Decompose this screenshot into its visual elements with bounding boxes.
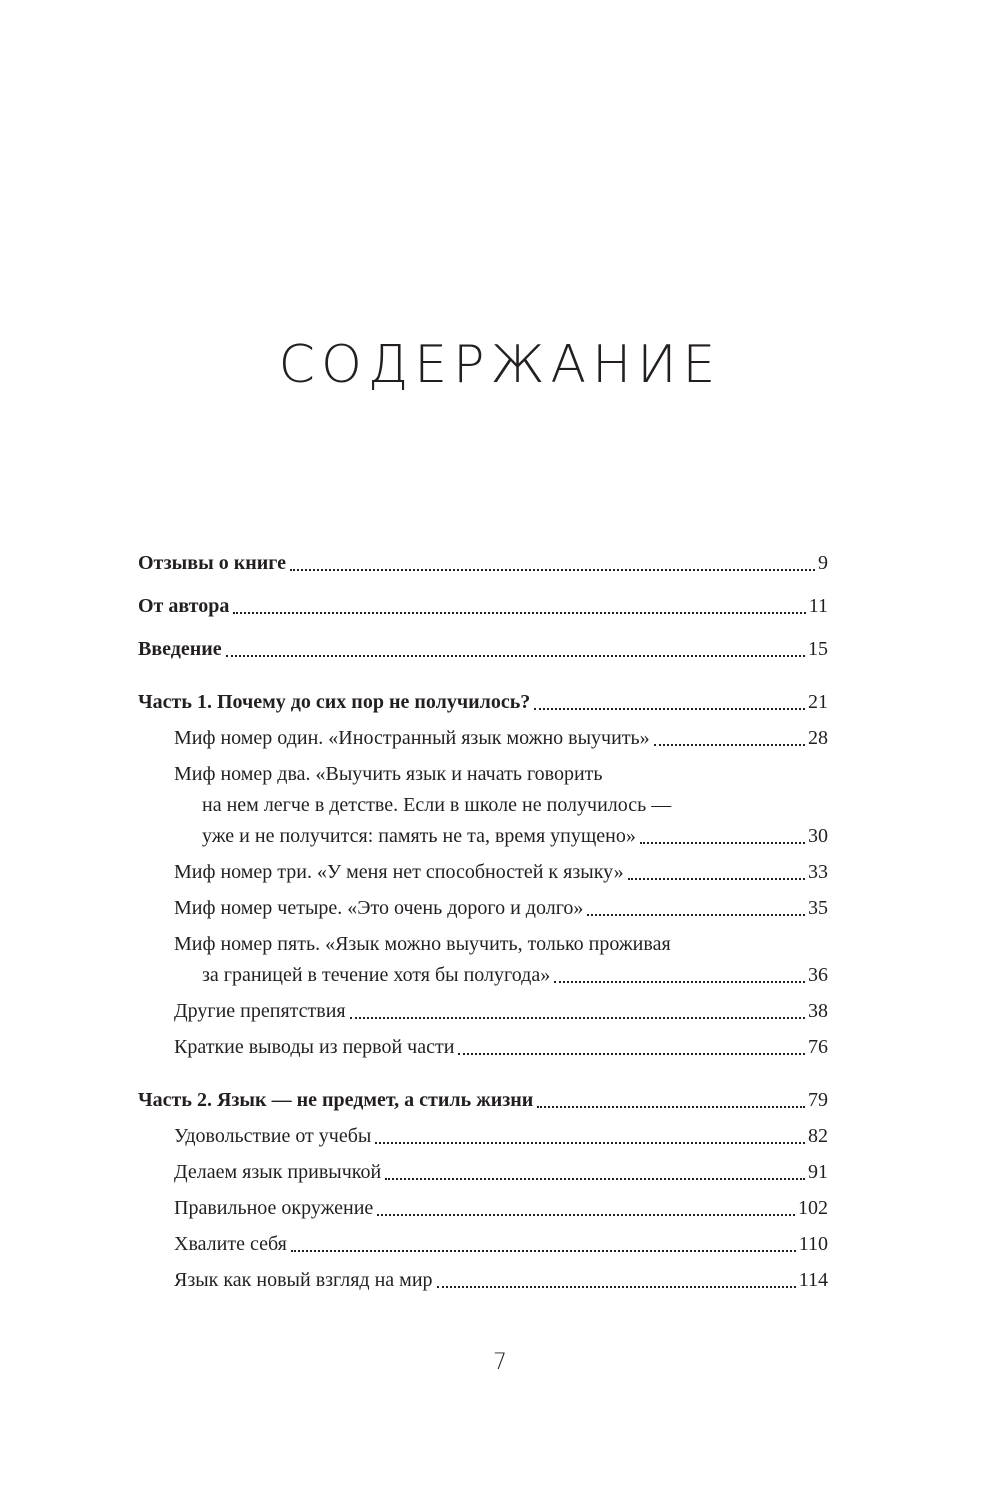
toc-label: Хвалите себя [174, 1233, 287, 1255]
toc-label: Краткие выводы из первой части [174, 1036, 455, 1058]
toc-label: Удовольствие от учебы [174, 1125, 372, 1147]
toc-entry-introduction[interactable] [138, 634, 828, 665]
toc-entry-myth-1[interactable] [138, 723, 828, 754]
toc-label-line: Миф номер два. «Выучить язык и начать говорить [174, 763, 603, 785]
leader-dots [375, 1142, 805, 1144]
toc-label: Миф номер три. «У меня нет способностей к языку» [174, 861, 624, 883]
leader-dots [537, 1106, 805, 1108]
leader-dots [226, 655, 805, 657]
toc-entry-reviews[interactable] [138, 548, 828, 579]
toc-entry-from-author[interactable] [138, 591, 828, 622]
leader-dots [628, 878, 805, 880]
toc-page: 35 [808, 897, 828, 919]
leader-dots [554, 981, 805, 983]
leader-dots [458, 1053, 805, 1055]
toc-entry-new-view[interactable] [138, 1265, 828, 1296]
toc-page: 9 [818, 552, 828, 574]
leader-dots [377, 1214, 795, 1216]
toc-page: 15 [808, 638, 828, 660]
toc-page: 76 [808, 1036, 828, 1058]
toc-entry-myth-4[interactable] [138, 893, 828, 924]
toc-page: 91 [808, 1161, 828, 1183]
toc-page: 28 [808, 727, 828, 749]
leader-dots [534, 708, 805, 710]
toc-label: Часть 1. Почему до сих пор не получилось? [138, 691, 531, 713]
toc-page: 102 [798, 1197, 828, 1219]
toc-entry-praise-yourself[interactable] [138, 1229, 828, 1260]
leader-dots [233, 612, 805, 614]
toc-page: 38 [808, 1000, 828, 1022]
toc-label: Язык как новый взгляд на мир [174, 1269, 433, 1291]
toc-page: 79 [808, 1089, 828, 1111]
table-of-contents [138, 548, 828, 1296]
toc-entry-habit[interactable] [138, 1157, 828, 1188]
toc-entry-other-obstacles[interactable] [138, 996, 828, 1027]
toc-page: 36 [808, 964, 828, 986]
toc-entry-myth-3[interactable] [138, 857, 828, 888]
toc-entry-part-1-summary[interactable] [138, 1032, 828, 1063]
toc-label: Миф номер один. «Иностранный язык можно выучить» [174, 727, 650, 749]
toc-entry-myth-5[interactable] [138, 929, 828, 991]
toc-label: Делаем язык привычкой [174, 1161, 382, 1183]
leader-dots [290, 569, 815, 571]
leader-dots [654, 744, 805, 746]
leader-dots [385, 1178, 805, 1180]
leader-dots [587, 914, 805, 916]
toc-label: От автора [138, 595, 230, 617]
toc-label: Введение [138, 638, 222, 660]
toc-entry-part-2[interactable] [138, 1085, 828, 1116]
toc-label: Миф номер четыре. «Это очень дорого и долго» [174, 897, 584, 919]
toc-label: Правильное окружение [174, 1197, 374, 1219]
leader-dots [437, 1286, 796, 1288]
toc-page: 82 [808, 1125, 828, 1147]
toc-page: 21 [808, 691, 828, 713]
toc-label-line: за границей в течение хотя бы полугода» [202, 964, 551, 986]
toc-label: Другие препятствия [174, 1000, 346, 1022]
toc-entry-myth-2[interactable] [138, 759, 828, 852]
toc-page: 33 [808, 861, 828, 883]
toc-entry-part-1[interactable] [138, 687, 828, 718]
toc-entry-environment[interactable] [138, 1193, 828, 1224]
toc-label-line: на нем легче в детстве. Если в школе не получилось — [202, 794, 672, 816]
toc-label-line: Миф номер пять. «Язык можно выучить, только проживая [174, 933, 671, 955]
page-title: СОДЕРЖАНИЕ [278, 335, 722, 395]
toc-page: 11 [808, 595, 828, 617]
toc-label-line: уже и не получится: память не та, время упущено» [202, 825, 636, 847]
toc-entry-study-pleasure[interactable] [138, 1121, 828, 1152]
toc-page: 30 [808, 825, 828, 847]
toc-label: Часть 2. Язык — не предмет, а стиль жизни [138, 1089, 534, 1111]
page-number: 7 [493, 1350, 507, 1375]
leader-dots [350, 1017, 805, 1019]
leader-dots [291, 1250, 796, 1252]
toc-page: 110 [798, 1233, 828, 1255]
toc-page: 114 [798, 1269, 828, 1291]
toc-label: Отзывы о книге [138, 552, 286, 574]
leader-dots [640, 842, 805, 844]
